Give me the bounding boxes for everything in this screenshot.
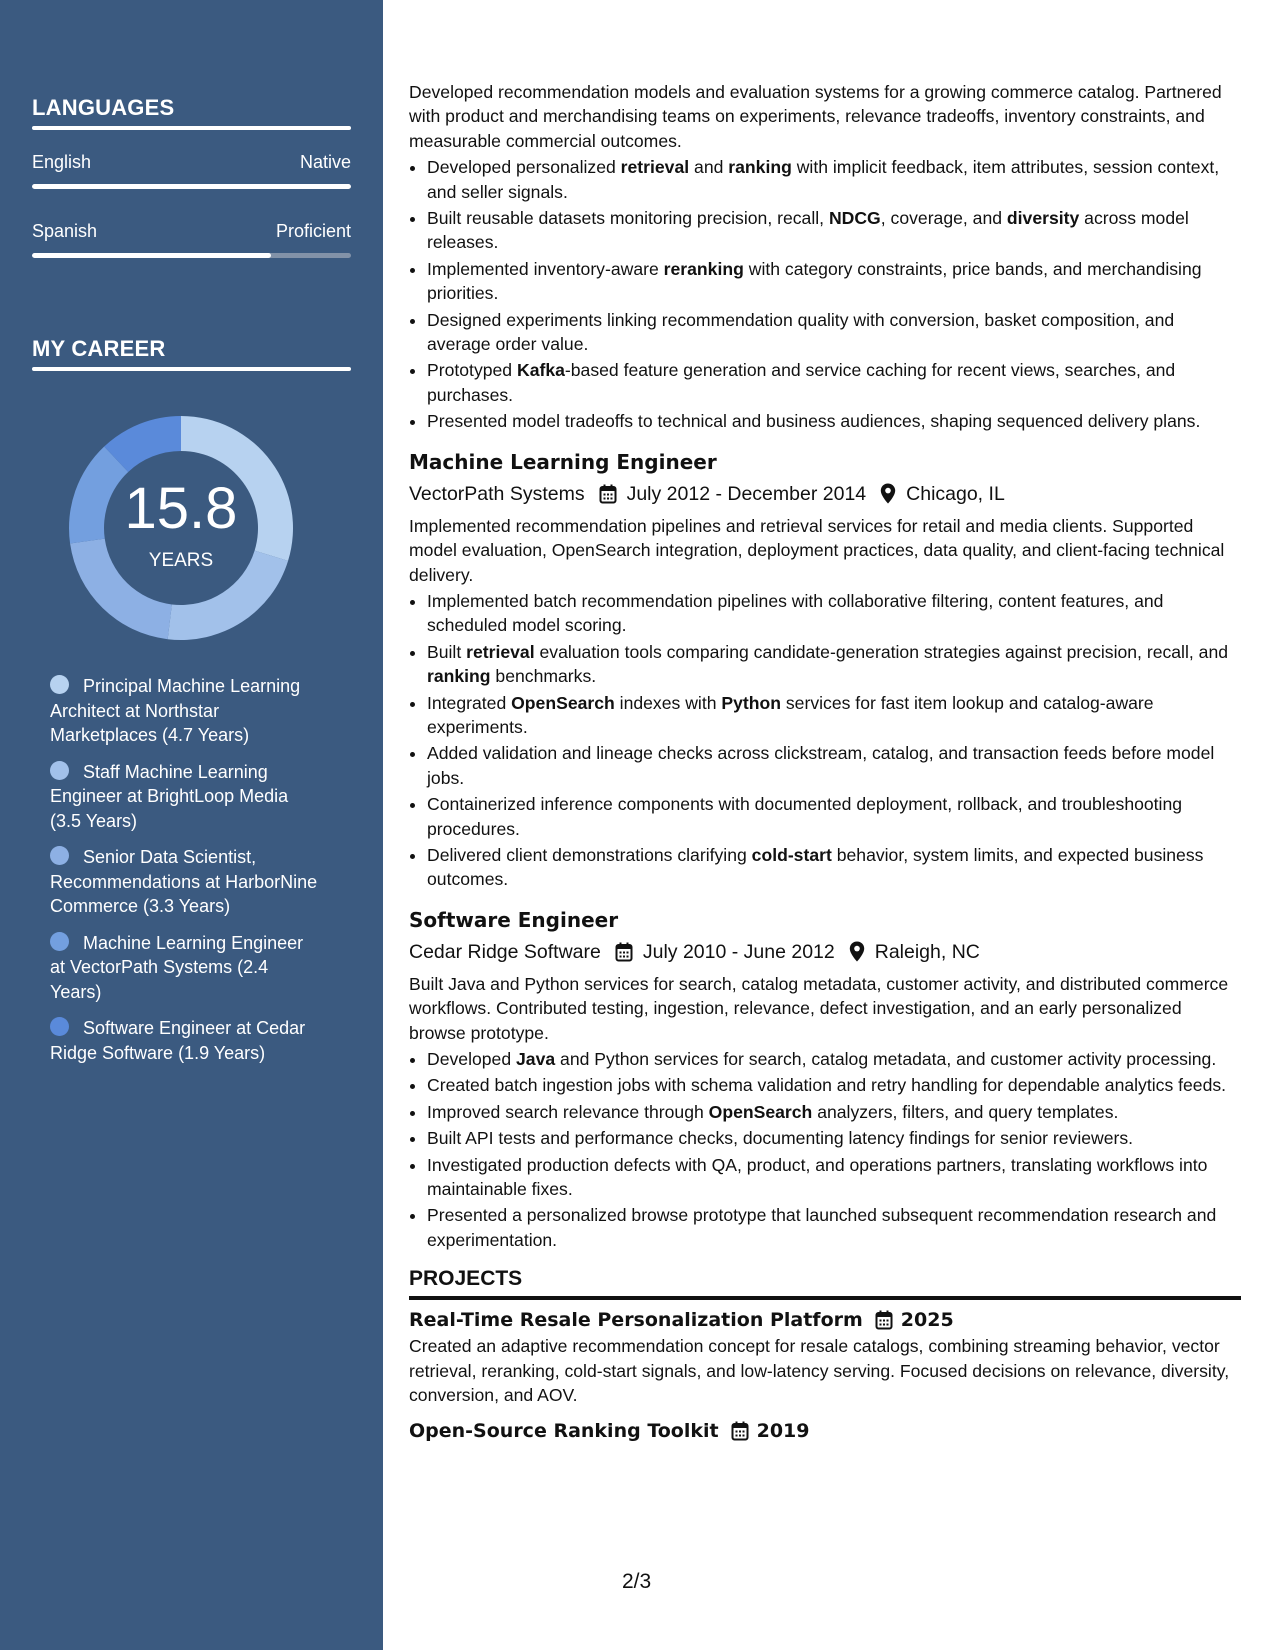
career-item-label: Principal Machine Learning Architect at Northstar Marketplaces (4.7 Years) [50,676,301,745]
bullet-text: Implemented batch recommendation pipelines with collaborative filtering, content features, and scheduled model scoring. [427,590,1164,636]
bullet-keyword: Kafka [516,360,565,381]
job-entry [409,448,1241,892]
bullet-keyword: retrieval [466,641,535,662]
bullet-text: and Python services for search, catalog metadata, and customer activity processing. [555,1049,1217,1069]
career-legend-dot [50,675,69,694]
languages-title: LANGUAGES [32,95,175,120]
bullet-item [427,1203,1241,1252]
bullet-item [427,691,1241,740]
intro-summary: Developed recommendation models and evaluation systems for a growing commerce catalog. Partnered with product and merchandising teams on experiments, relevance tradeoffs, inventory constraints, and measurable commercial outcomes. [409,82,1222,151]
bullet-item [427,741,1241,790]
job-meta [409,938,1241,966]
language-bar-spanish [32,253,351,258]
project-heading [409,1417,1241,1445]
bullet-text: behavior, system limits, and expected business outcomes. [427,844,1204,890]
job-meta [409,480,1241,508]
bullet-keyword: reranking [663,258,744,279]
location-pin-icon [880,483,896,504]
career-item [50,760,320,834]
job-bullet-list [409,589,1241,892]
career-item [50,674,320,748]
bullet-text: Delivered client demonstrations clarifying [427,844,752,865]
bullet-text: Developed personalized [427,157,621,178]
career-legend-dot [50,932,69,951]
projects-title: PROJECTS [409,1267,523,1291]
bullet-text: Built [427,641,467,662]
career-item-label: Senior Data Scientist, Recommendations at HarborNine Commerce (3.3 Years) [50,847,318,916]
project-name: Real-Time Resale Personalization Platform [409,1309,863,1332]
bullet-text: Built reusable datasets monitoring precision, recall, [427,208,829,229]
bullet-text: analyzers, filters, and query templates. [812,1101,1119,1122]
bullet-item [427,358,1241,407]
job-company: Cedar Ridge Software [409,940,601,963]
bullet-keyword: ranking [427,666,491,687]
bullet-text: with category constraints, price bands, and merchandising priorities. [427,258,1202,304]
career-item [50,1016,320,1065]
bullet-text: Built API tests and performance checks, documenting latency findings for senior reviewers. [427,1128,1134,1149]
bullet-text: evaluation tools comparing candidate-generation strategies against precision, recall, and [534,641,1229,662]
bullet-text: Presented model tradeoffs to technical and business audiences, shaping sequenced delivery plans. [427,411,1201,432]
language-bar-english [32,184,351,189]
bullet-text: indexes with [614,692,722,713]
career-list [50,674,320,1077]
career-legend-dot [50,1017,69,1036]
bullet-text: and [689,157,729,178]
job-dates: July 2012 - December 2014 [626,482,867,505]
bullet-item [427,843,1241,892]
languages-rule [32,126,351,130]
bullet-text: Prototyped [427,360,517,381]
project-entry [409,1417,1241,1445]
bullet-text: Integrated [427,692,512,713]
bullet-text: Developed [427,1049,517,1069]
bullet-keyword: ranking [728,157,792,178]
bullet-item [427,206,1241,255]
bullet-keyword: diversity [1006,208,1080,229]
calendar-icon [875,1310,893,1330]
job-title: Software Engineer [409,907,619,932]
bullet-item [427,640,1241,689]
bullet-text: across model releases. [427,208,1189,253]
calendar-icon [615,942,633,962]
job-entry [409,906,1241,1252]
career-rule [32,367,351,371]
project-description: Created an adaptive recommendation concept for resale catalogs, combining streaming behavior, vector retrieval, reranking, cold-start signals, and low-latency serving. Focused decisions on relevance, diversity, conversion, and AOV. [409,1336,1230,1406]
bullet-item [427,1100,1241,1124]
job-bullet-list [409,1047,1241,1252]
career-total-years: 15.8 [124,476,238,541]
calendar-icon [599,484,617,504]
bullet-item [427,257,1241,306]
language-level: Native [299,152,351,172]
bullet-text: Investigated production defects with QA, product, and operations partners, translating workflows into maintainable fixes. [427,1154,1208,1200]
job-list [409,448,1241,1253]
main-content [409,80,1241,1455]
job-summary: Implemented recommendation pipelines and retrieval services for retail and media clients. Supported model evaluation, OpenSearch integration, deployment practices, data quality, and client-facing technical delivery. [409,515,1225,585]
bullet-text: -based feature generation and service caching for recent views, searches, and purchases. [427,360,1176,405]
bullet-text: with implicit feedback, item attributes, session context, and seller signals. [427,157,1220,202]
page-number: 2/3 [622,1570,652,1593]
bullet-keyword: OpenSearch [511,692,615,713]
bullet-item [427,589,1241,638]
language-bar-fill [32,253,271,258]
bullet-text: Added validation and lineage checks across clickstream, catalog, and transaction feeds before model jobs. [427,743,1215,788]
language-bar-fill [32,184,351,189]
bullet-item [427,308,1241,357]
project-name: Open-Source Ranking Toolkit [409,1420,719,1443]
bullet-keyword: Python [721,692,781,713]
career-donut-center [68,415,294,641]
career-title: MY CAREER [32,336,166,361]
bullet-text: , coverage, and [880,208,1007,229]
bullet-item [427,155,1241,204]
bullet-item [427,1047,1241,1071]
bullet-item [427,1126,1241,1150]
bullet-text: Designed experiments linking recommendation quality with conversion, basket composition, and average order value. [427,309,1175,355]
bullet-text: Improved search relevance through [427,1101,709,1122]
bullet-keyword: NDCG [828,208,881,229]
job-title: Machine Learning Engineer [409,449,717,474]
intro-bullet-list [409,155,1241,433]
calendar-icon [731,1421,749,1441]
projects-rule [409,1296,1241,1300]
bullet-item [427,1073,1241,1097]
language-name: English [32,152,92,172]
bullet-text: Created batch ingestion jobs with schema validation and retry handling for dependable analytics feeds. [427,1075,1227,1096]
bullet-item [427,409,1241,433]
language-level: Proficient [275,221,351,241]
job-company: VectorPath Systems [409,482,585,505]
project-list [409,1306,1241,1445]
project-entry [409,1306,1241,1407]
location-pin-icon [849,941,865,962]
language-name: Spanish [32,221,98,241]
project-year: 2025 [900,1309,954,1332]
career-item [50,845,320,919]
job-location: Raleigh, NC [874,940,980,963]
job-location: Chicago, IL [906,482,1005,505]
bullet-text: Implemented inventory-aware [427,258,664,279]
career-item-label: Staff Machine Learning Engineer at BrightLoop Media (3.5 Years) [50,761,289,831]
bullet-keyword: cold-start [751,844,832,865]
career-item-label: Software Engineer at Cedar Ridge Software (1.9 Years) [50,1018,306,1063]
bullet-keyword: Java [516,1049,556,1069]
career-item [50,931,320,1005]
career-legend-dot [50,846,69,865]
bullet-text: benchmarks. [490,666,597,687]
sidebar [0,0,383,1650]
bullet-item [427,1153,1241,1202]
bullet-text: Containerized inference components with documented deployment, rollback, and troubleshooting procedures. [427,794,1183,839]
job-summary: Built Java and Python services for search, catalog metadata, customer activity, and distributed commerce workflows. Contributed testing, ingestion, relevance, defect investigation, and an early personalized browse prototype. [409,973,1229,1043]
career-total-unit: YEARS [148,550,214,571]
project-heading [409,1306,1241,1334]
bullet-keyword: retrieval [620,157,690,178]
career-legend-dot [50,761,69,780]
bullet-keyword: OpenSearch [708,1101,813,1122]
bullet-item [427,792,1241,841]
career-item-label: Machine Learning Engineer at VectorPath Systems (2.4 Years) [50,932,304,1002]
job-dates: July 2010 - June 2012 [642,940,835,963]
bullet-text: Presented a personalized browse prototype that launched subsequent recommendation research and experimentation. [427,1205,1217,1250]
project-year: 2019 [756,1420,810,1443]
bullet-text: services for fast item lookup and catalog-aware experiments. [427,692,1154,737]
